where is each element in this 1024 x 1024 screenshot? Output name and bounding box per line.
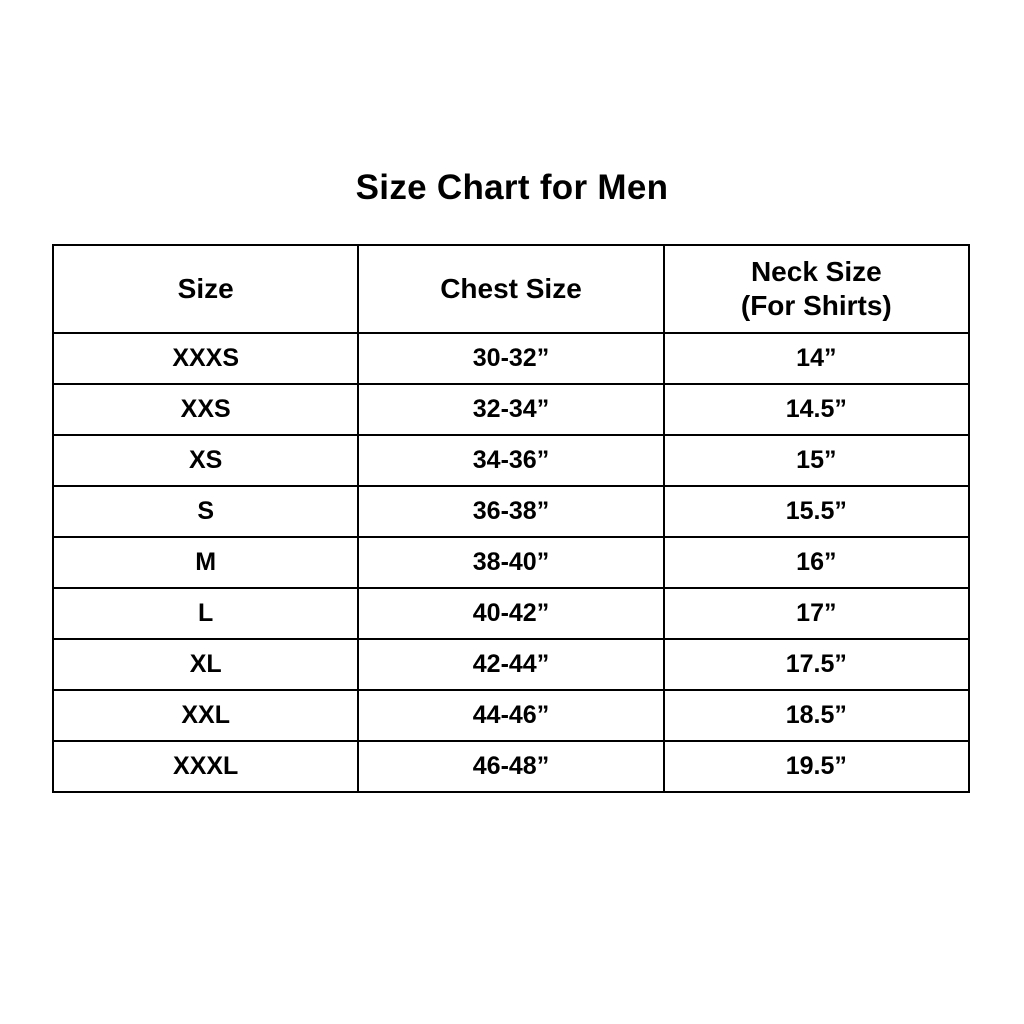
cell-chest-size: 36-38” <box>358 486 663 537</box>
cell-neck-size: 19.5” <box>664 741 969 792</box>
table-row <box>53 486 969 537</box>
header-size-label: Size <box>177 273 234 305</box>
header-chest-size-label: Chest Size <box>440 273 582 305</box>
cell-size: XS <box>53 435 358 486</box>
table-row <box>53 333 969 384</box>
cell-chest-size: 44-46” <box>358 690 663 741</box>
size-chart-table <box>52 244 970 793</box>
table-row <box>53 384 969 435</box>
cell-chest-size: 30-32” <box>358 333 663 384</box>
cell-size: XXXL <box>53 741 358 792</box>
table-row <box>53 690 969 741</box>
table-row <box>53 537 969 588</box>
page-title: Size Chart for Men <box>355 168 669 207</box>
cell-chest-size: 34-36” <box>358 435 663 486</box>
header-neck-size-sublabel: (For Shirts) <box>740 290 892 321</box>
cell-size: M <box>53 537 358 588</box>
header-size <box>53 245 358 333</box>
cell-size: XL <box>53 639 358 690</box>
table-row <box>53 435 969 486</box>
table-body <box>53 333 969 792</box>
cell-chest-size: 42-44” <box>358 639 663 690</box>
table-header-row <box>53 245 969 333</box>
cell-neck-size: 14.5” <box>664 384 969 435</box>
cell-neck-size: 16” <box>664 537 969 588</box>
cell-size: XXS <box>53 384 358 435</box>
header-neck-size-label: Neck Size <box>750 256 882 288</box>
cell-size: XXL <box>53 690 358 741</box>
table-row <box>53 741 969 792</box>
cell-neck-size: 18.5” <box>664 690 969 741</box>
cell-neck-size: 14” <box>664 333 969 384</box>
cell-chest-size: 46-48” <box>358 741 663 792</box>
cell-size: S <box>53 486 358 537</box>
cell-neck-size: 15” <box>664 435 969 486</box>
cell-chest-size: 40-42” <box>358 588 663 639</box>
header-neck-size <box>664 245 969 333</box>
cell-neck-size: 17” <box>664 588 969 639</box>
table-row <box>53 588 969 639</box>
cell-chest-size: 38-40” <box>358 537 663 588</box>
cell-neck-size: 15.5” <box>664 486 969 537</box>
header-chest-size <box>358 245 663 333</box>
table-row <box>53 639 969 690</box>
cell-size: L <box>53 588 358 639</box>
cell-neck-size: 17.5” <box>664 639 969 690</box>
cell-size: XXXS <box>53 333 358 384</box>
cell-chest-size: 32-34” <box>358 384 663 435</box>
